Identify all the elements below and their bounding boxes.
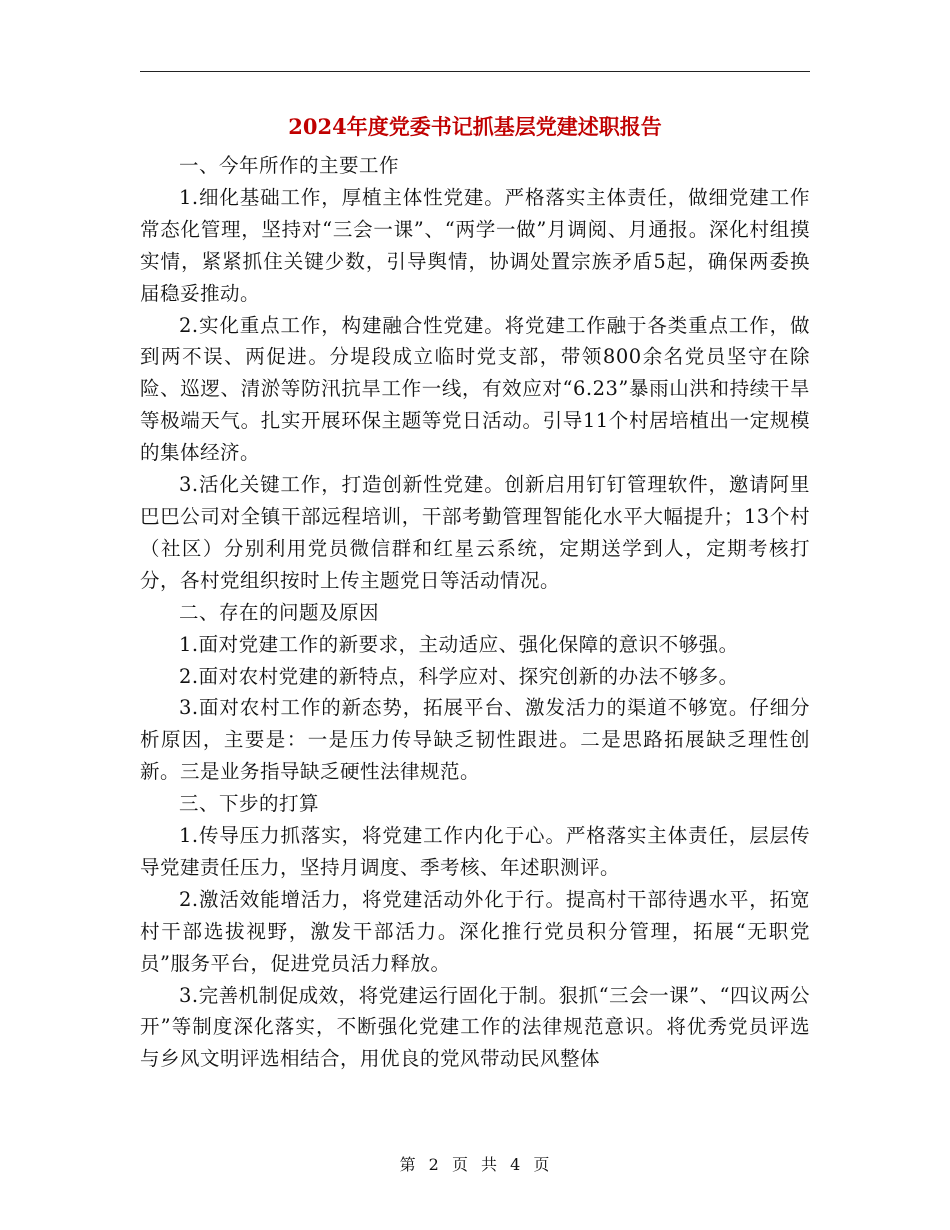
paragraph-1-2: 2.实化重点工作，构建融合性党建。将党建工作融于各类重点工作，做到两不误、两促进。分堤段成立临时党支部，带领800余名党员坚守在除险、巡逻、清淤等防汛抗旱工作一线，有效应对“6.23”暴雨山洪和持续干旱等极端天气。扎实开展环保主题等党日活动。引导11个村居培植出一定规模的集体经济。 (140, 313, 810, 465)
paragraph-3-1: 1.传导压力抓落实，将党建工作内化于心。严格落实主体责任，层层传导党建责任压力，坚持月调度、季考核、年述职测评。 (140, 824, 810, 879)
paragraph-1-1: 1.细化基础工作，厚植主体性党建。严格落实主体责任，做细党建工作常态化管理，坚持对“三会一课”、“两学一做”月调阅、月通报。深化村组摸实情，紧紧抓住关键少数，引导舆情，协调处置宗族矛盾5起，确保两委换届稳妥推动。 (140, 185, 810, 305)
header-rule (140, 71, 810, 72)
paragraph-2-3: 3.面对农村工作的新态势，拓展平台、激发活力的渠道不够宽。仔细分析原因，主要是：一是压力传导缺乏韧性跟进。二是思路拓展缺乏理性创新。三是业务指导缺乏硬性法律规范。 (140, 696, 810, 784)
page-number: 第 2 页 共 4 页 (399, 1155, 551, 1174)
paragraph-2-2: 2.面对农村党建的新特点，科学应对、探究创新的办法不够多。 (179, 664, 739, 688)
paragraph-1-3: 3.活化关键工作，打造创新性党建。创新启用钉钉管理软件，邀请阿里巴巴公司对全镇干部远程培训，干部考勤管理智能化水平大幅提升；13个村（社区）分别利用党员微信群和红星云系统，定期送学到人，定期考核打分，各村党组织按时上传主题党日等活动情况。 (140, 473, 810, 592)
document-body (140, 150, 810, 1075)
section-heading-2: 二、存在的问题及原因 (179, 600, 380, 624)
paragraph-2-1: 1.面对党建工作的新要求，主动适应、强化保障的意识不够强。 (179, 632, 739, 656)
paragraph-3-3: 3.完善机制促成效，将党建运行固化于制。狠抓“三会一课”、“四议两公开”等制度深化落实，不断强化党建工作的法律规范意识。将优秀党员评选与乡风文明评选相结合，用优良的党风带动民风整体 (140, 983, 811, 1071)
section-heading-3: 三、下步的打算 (179, 792, 320, 816)
section-heading-1: 一、今年所作的主要工作 (179, 154, 400, 177)
paragraph-3-2: 2.激活效能增活力，将党建活动外化于行。提高村干部待遇水平，拓宽村干部选拔视野，激发干部活力。深化推行党员积分管理，拓展“无职党员”服务平台，促进党员活力释放。 (140, 887, 810, 975)
document-title: 2024年度党委书记抓基层党建述职报告 (288, 114, 662, 139)
